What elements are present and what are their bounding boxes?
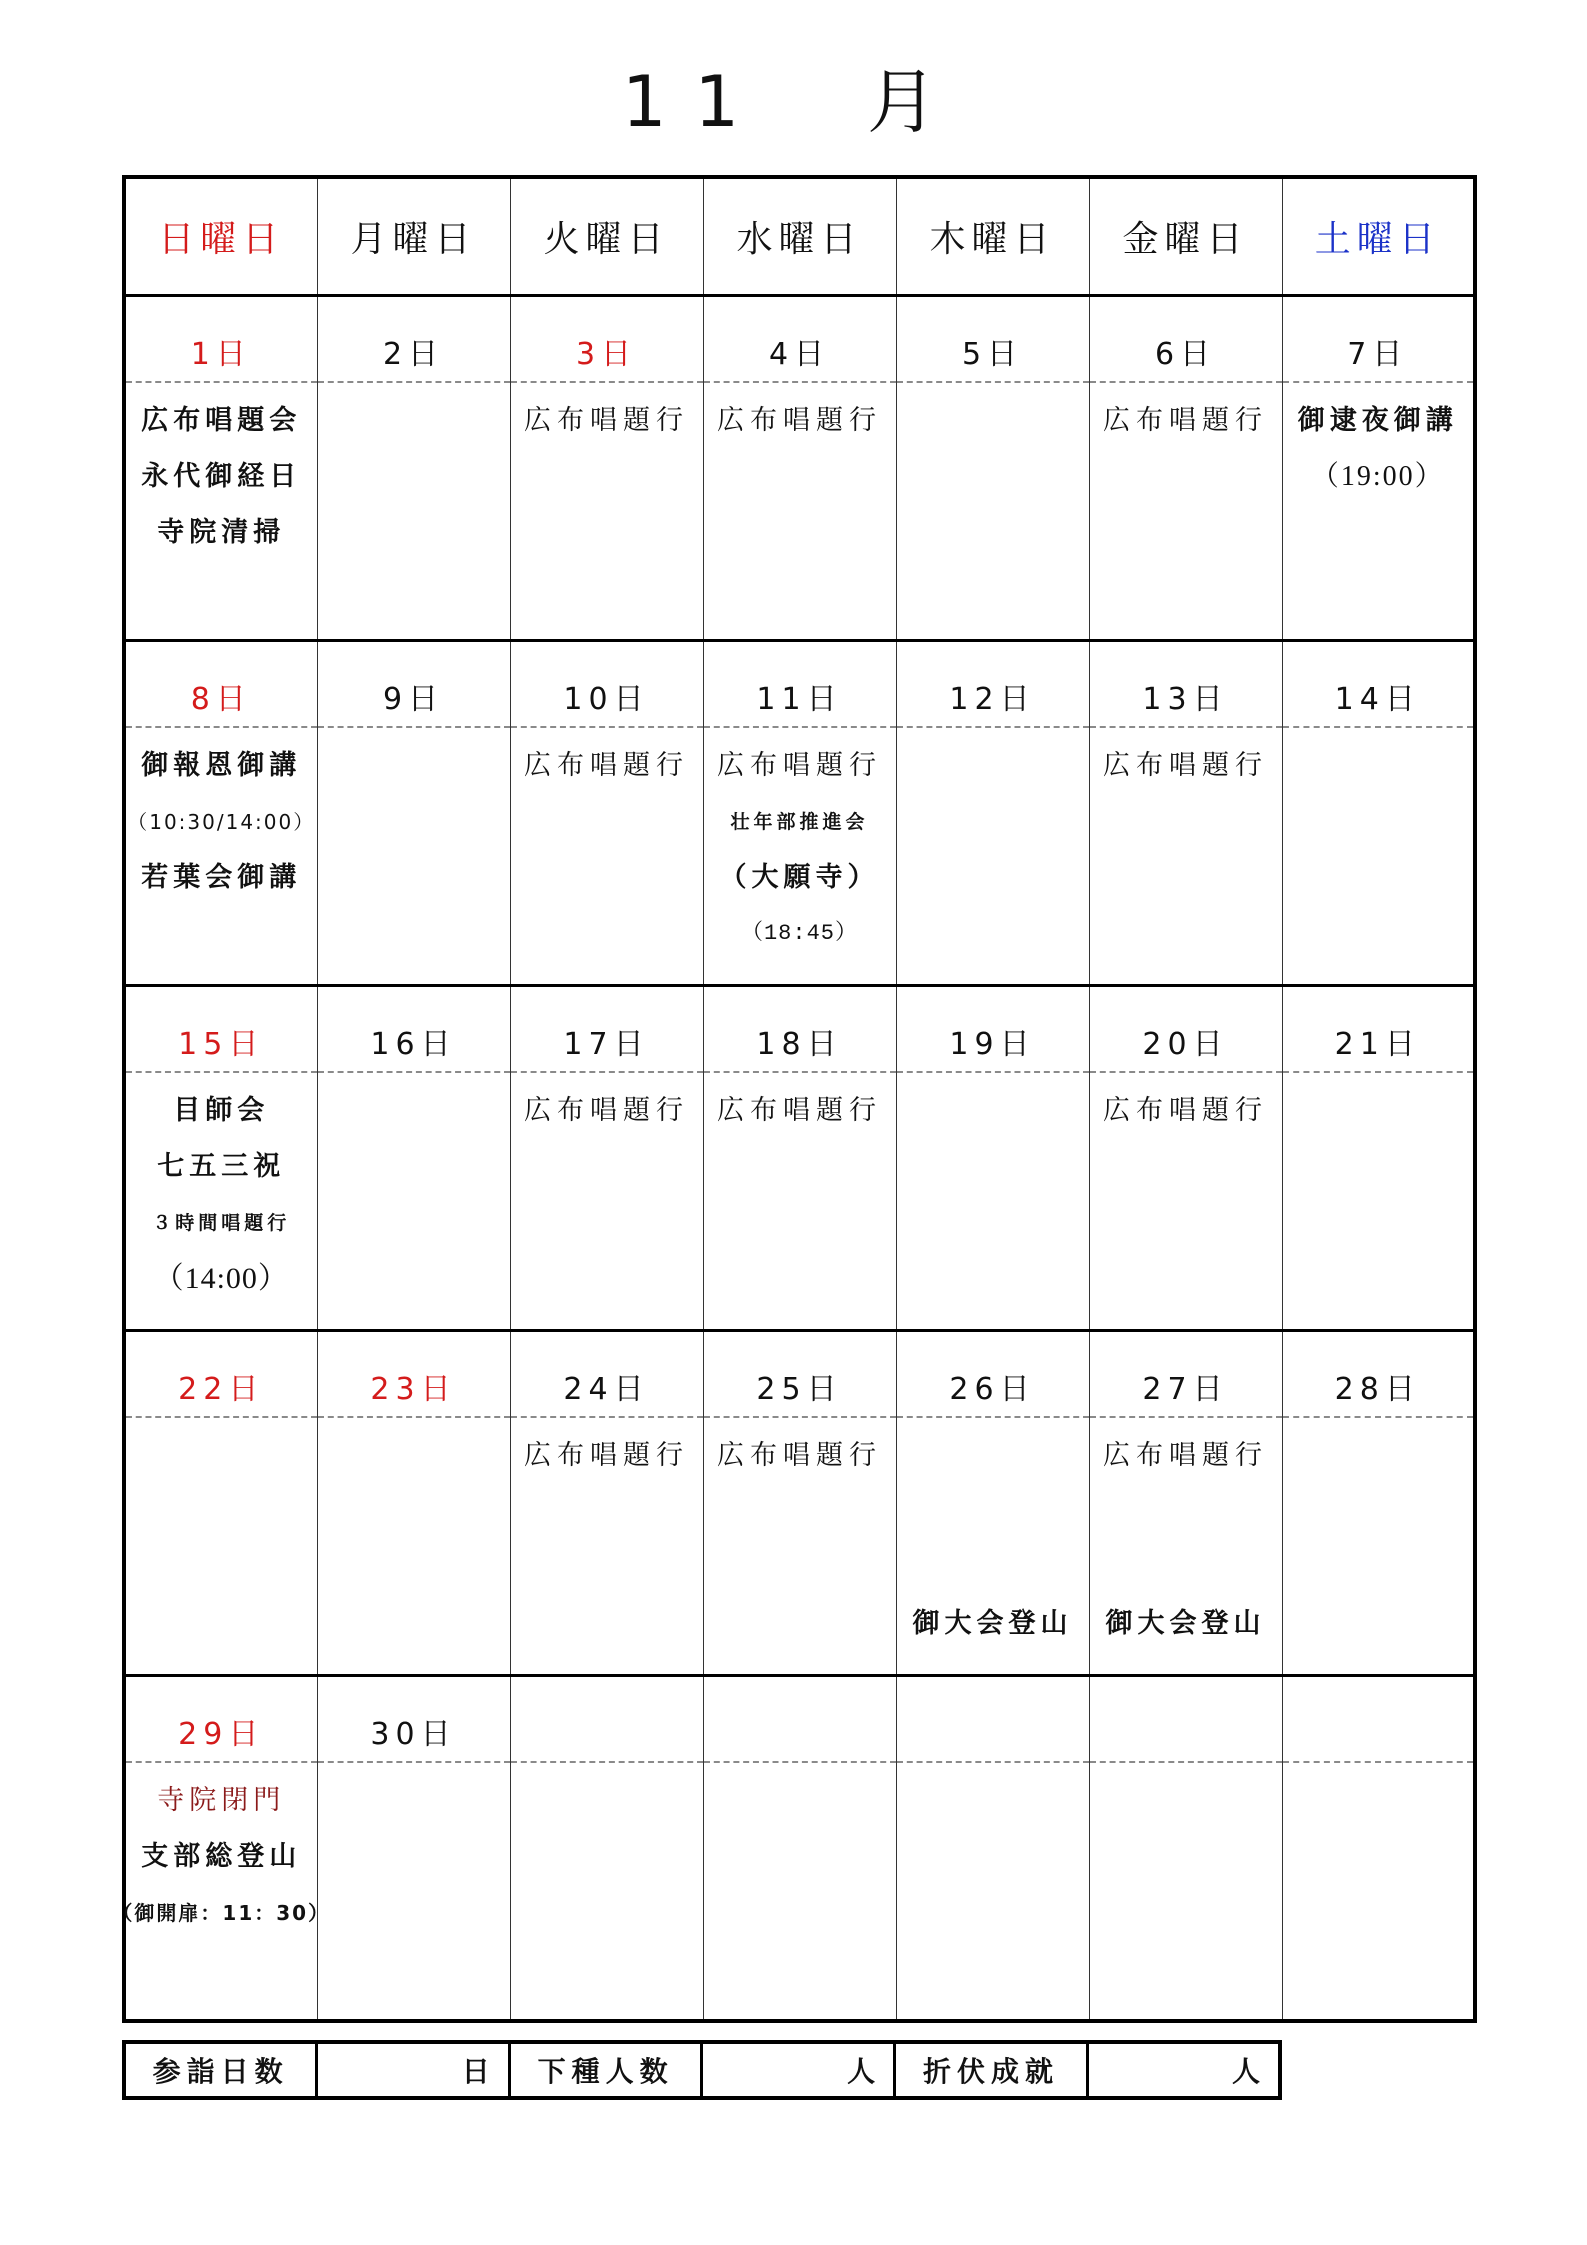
day-cell[interactable] — [1089, 641, 1282, 986]
weekday-tuesday: 火曜日 — [510, 177, 703, 296]
event-label: （14:00） — [153, 1262, 289, 1295]
event-label: 広布唱題行 — [717, 1095, 882, 1126]
summary-bar — [122, 2040, 1282, 2100]
day-number — [1090, 1677, 1282, 1763]
event-label: 寺院清掃 — [157, 517, 286, 548]
day-cell[interactable] — [703, 986, 896, 1331]
day-cell[interactable] — [124, 641, 317, 986]
day-cell[interactable] — [896, 296, 1089, 641]
day-number: 25日 — [704, 1332, 896, 1418]
day-events — [511, 1763, 703, 2019]
event-label: 支部総登山 — [141, 1841, 302, 1872]
day-cell[interactable] — [896, 986, 1089, 1331]
day-events — [897, 1073, 1089, 1329]
day-events — [318, 1763, 510, 2019]
day-cell[interactable] — [1282, 1331, 1475, 1676]
day-cell[interactable] — [124, 986, 317, 1331]
day-cell[interactable] — [896, 1331, 1089, 1676]
day-number: 17日 — [511, 987, 703, 1073]
day-cell[interactable] — [317, 986, 510, 1331]
day-number: 18日 — [704, 987, 896, 1073]
event-label: 御逮夜御講 — [1297, 405, 1458, 436]
day-cell[interactable] — [703, 296, 896, 641]
day-number: 14日 — [1283, 642, 1474, 728]
day-events — [1283, 1763, 1474, 2019]
day-events — [1283, 383, 1474, 639]
event-label: （19:00） — [1310, 461, 1445, 492]
day-events — [511, 383, 703, 639]
day-events — [704, 383, 896, 639]
day-number — [1283, 1677, 1474, 1763]
day-cell[interactable] — [317, 1331, 510, 1676]
event-label: 広布唱題行 — [1103, 405, 1268, 436]
day-cell[interactable] — [896, 641, 1089, 986]
day-events — [1283, 728, 1474, 984]
weekday-sunday: 日曜日 — [124, 177, 317, 296]
day-number: 22日 — [126, 1332, 317, 1418]
event-label: 広布唱題行 — [524, 1440, 689, 1471]
day-number: 29日 — [126, 1677, 317, 1763]
day-cell[interactable] — [510, 1676, 703, 2022]
day-cell[interactable] — [510, 1331, 703, 1676]
day-number: 20日 — [1090, 987, 1282, 1073]
day-cell[interactable] — [317, 296, 510, 641]
day-events — [1090, 728, 1282, 984]
event-label: 壮年部推進会 — [730, 811, 869, 833]
week-row — [124, 1331, 1475, 1676]
day-events — [511, 728, 703, 984]
event-label: （御開扉：11：30） — [112, 1901, 331, 1925]
event-label: （10:30/14:00） — [127, 810, 316, 834]
day-cell[interactable] — [1282, 986, 1475, 1331]
day-events — [126, 728, 317, 984]
seed-count-unit: 人 — [847, 2055, 882, 2088]
day-events — [318, 1073, 510, 1329]
day-number: 12日 — [897, 642, 1089, 728]
event-label: 広布唱題行 — [524, 750, 689, 781]
day-events — [1090, 1763, 1282, 2019]
event-label: 広布唱題行 — [1103, 1095, 1268, 1126]
day-events — [511, 1418, 703, 1674]
day-number: 6日 — [1090, 297, 1282, 383]
day-events — [897, 728, 1089, 984]
day-number: 10日 — [511, 642, 703, 728]
event-label: （18:45） — [740, 921, 858, 946]
day-number: 13日 — [1090, 642, 1282, 728]
day-events — [318, 383, 510, 639]
event-label-bottom: 御大会登山 — [912, 1608, 1073, 1639]
event-label-bottom: 御大会登山 — [1105, 1608, 1266, 1639]
event-label: 寺院閉門 — [157, 1785, 286, 1816]
day-number: 21日 — [1283, 987, 1474, 1073]
shakubuku-label: 折伏成就 — [895, 2042, 1088, 2098]
event-label: 広布唱題行 — [717, 405, 882, 436]
day-number: 19日 — [897, 987, 1089, 1073]
day-events — [126, 383, 317, 639]
day-events — [126, 1418, 317, 1674]
month-title — [0, 52, 1587, 152]
weekday-friday: 金曜日 — [1089, 177, 1282, 296]
day-events — [1090, 383, 1282, 639]
calendar-grid — [112, 175, 1477, 2023]
event-label: 広布唱題会 — [141, 405, 302, 436]
day-number: 8日 — [126, 642, 317, 728]
day-cell[interactable] — [703, 641, 896, 986]
weekday-header-row — [124, 177, 1475, 296]
day-number: 5日 — [897, 297, 1089, 383]
visit-days-field[interactable] — [317, 2042, 510, 2098]
day-number: 7日 — [1283, 297, 1474, 383]
day-cell[interactable] — [317, 1676, 510, 2022]
day-cell[interactable] — [510, 296, 703, 641]
day-number: 11日 — [704, 642, 896, 728]
event-label: 広布唱題行 — [1103, 1440, 1268, 1471]
week-row — [124, 986, 1475, 1331]
event-label: 広布唱題行 — [717, 750, 882, 781]
day-number: 4日 — [704, 297, 896, 383]
day-number: 1日 — [126, 297, 317, 383]
day-events — [1283, 1418, 1474, 1674]
day-number: 23日 — [318, 1332, 510, 1418]
day-cell[interactable] — [317, 641, 510, 986]
day-number: 16日 — [318, 987, 510, 1073]
day-events — [704, 1073, 896, 1329]
day-number: 9日 — [318, 642, 510, 728]
day-cell[interactable] — [703, 1331, 896, 1676]
event-label: 広布唱題行 — [717, 1440, 882, 1471]
visit-days-unit: 日 — [461, 2055, 496, 2088]
day-events — [511, 1073, 703, 1329]
week-row — [124, 641, 1475, 986]
seed-count-field[interactable] — [702, 2042, 895, 2098]
day-events — [1090, 1073, 1282, 1329]
weekday-monday: 月曜日 — [317, 177, 510, 296]
day-number: 24日 — [511, 1332, 703, 1418]
day-number: 15日 — [126, 987, 317, 1073]
day-cell[interactable] — [510, 986, 703, 1331]
month-unit: 月 — [867, 61, 966, 143]
day-cell[interactable] — [1089, 1676, 1282, 2022]
day-events — [704, 728, 896, 984]
day-number: 2日 — [318, 297, 510, 383]
day-events — [1283, 1073, 1474, 1329]
event-label: 御報恩御講 — [141, 750, 302, 781]
day-cell[interactable] — [1282, 1676, 1475, 2022]
event-label: ３時間唱題行 — [152, 1212, 291, 1234]
day-cell[interactable] — [1089, 986, 1282, 1331]
event-label: 目師会 — [173, 1095, 270, 1126]
weekday-wednesday: 水曜日 — [703, 177, 896, 296]
day-events — [318, 728, 510, 984]
shakubuku-field[interactable] — [1087, 2042, 1280, 2098]
event-label: （大願寺） — [719, 862, 880, 893]
event-label: 永代御経日 — [141, 461, 302, 492]
day-number: 28日 — [1283, 1332, 1474, 1418]
day-number: 30日 — [318, 1677, 510, 1763]
day-number: 26日 — [897, 1332, 1089, 1418]
day-number: 3日 — [511, 297, 703, 383]
day-events — [704, 1418, 896, 1674]
day-number — [704, 1677, 896, 1763]
day-events — [704, 1763, 896, 2019]
weekday-saturday: 土曜日 — [1282, 177, 1475, 296]
week-row — [124, 1676, 1475, 2022]
day-number — [897, 1677, 1089, 1763]
day-cell[interactable] — [1089, 296, 1282, 641]
day-cell[interactable] — [124, 296, 317, 641]
visit-days-label: 参詣日数 — [124, 2042, 317, 2098]
event-label: 広布唱題行 — [524, 405, 689, 436]
event-label: 若葉会御講 — [141, 862, 302, 893]
day-cell[interactable] — [1282, 641, 1475, 986]
day-cell[interactable] — [124, 1331, 317, 1676]
event-label: 広布唱題行 — [1103, 750, 1268, 781]
day-events — [112, 1763, 331, 2019]
week-row — [124, 296, 1475, 641]
day-cell[interactable] — [1089, 1331, 1282, 1676]
day-events — [126, 1073, 317, 1329]
shakubuku-unit: 人 — [1231, 2055, 1266, 2088]
day-cell[interactable] — [703, 1676, 896, 2022]
day-events — [897, 1763, 1089, 2019]
day-cell[interactable] — [510, 641, 703, 986]
month-number: 11 — [621, 61, 768, 143]
day-number: 27日 — [1090, 1332, 1282, 1418]
day-number — [511, 1677, 703, 1763]
day-events — [318, 1418, 510, 1674]
seed-count-label: 下種人数 — [509, 2042, 702, 2098]
day-events — [897, 383, 1089, 639]
day-cell[interactable] — [1282, 296, 1475, 641]
weekday-thursday: 木曜日 — [896, 177, 1089, 296]
event-label: 広布唱題行 — [524, 1095, 689, 1126]
day-cell[interactable] — [896, 1676, 1089, 2022]
event-label: 七五三祝 — [157, 1151, 286, 1182]
day-cell[interactable] — [112, 1676, 331, 2022]
